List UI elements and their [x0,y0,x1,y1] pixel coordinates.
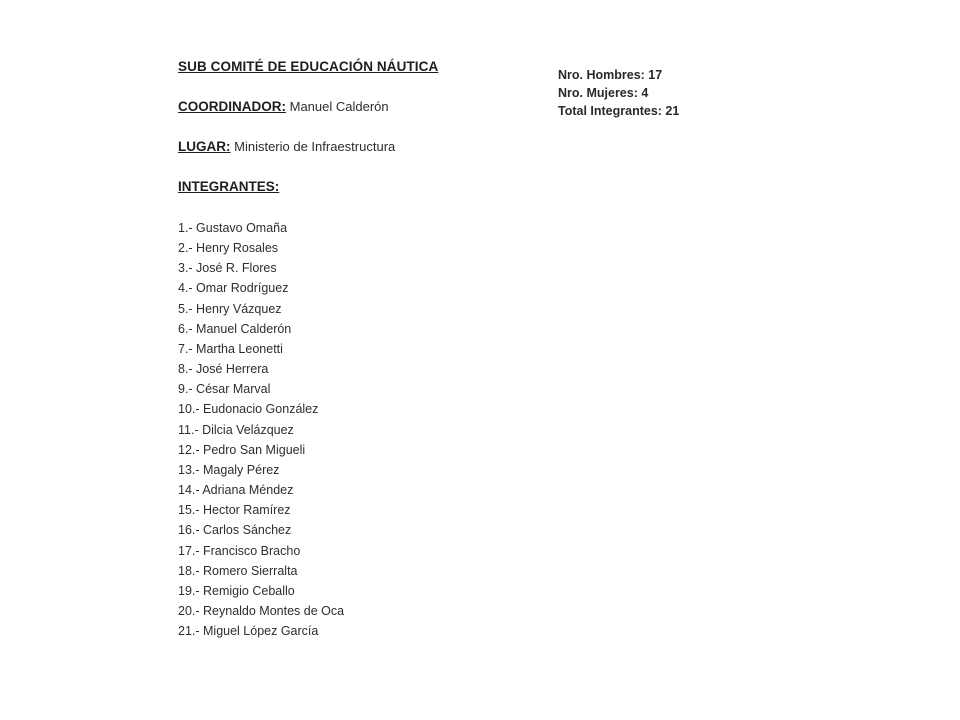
member-item: 5.- Henry Vázquez [178,301,282,316]
member-item: 10.- Eudonacio González [178,402,319,417]
coordinador-label: COORDINADOR: [178,99,286,114]
member-item: 16.- Carlos Sánchez [178,523,292,538]
lugar-label: LUGAR: [178,139,231,154]
document-title: SUB COMITÉ DE EDUCACIÓN NÁUTICA [178,59,439,74]
stats-column [558,66,778,120]
member-item: 8.- José Herrera [178,362,269,377]
member-item: 1.- Gustavo Omaña [178,221,288,235]
stat-hombres: Nro. Hombres: 17 [558,68,663,82]
members-list [178,218,538,641]
member-item: 2.- Henry Rosales [178,241,279,256]
lugar-value: Ministerio de Infraestructura [234,139,396,154]
member-item: 13.- Magaly Pérez [178,462,280,477]
member-item: 15.- Hector Ramírez [178,503,291,518]
member-item: 12.- Pedro San Migueli [178,442,306,457]
integrantes-row [178,178,538,196]
member-item: 19.- Remigio Ceballo [178,583,295,598]
member-item: 4.- Omar Rodríguez [178,281,289,296]
member-item: 7.- Martha Leonetti [178,341,283,356]
member-item: 18.- Romero Sierralta [178,563,298,578]
coordinador-value: Manuel Calderón [289,99,389,114]
stat-total: Total Integrantes: 21 [558,104,680,118]
stat-mujeres: Nro. Mujeres: 4 [558,86,649,100]
member-item: 20.- Reynaldo Montes de Oca [178,603,345,618]
member-item: 11.- Dilcia Velázquez [178,422,294,437]
member-item: 17.- Francisco Bracho [178,543,301,558]
member-item: 3.- José R. Flores [178,261,277,276]
member-item: 21.- Miguel López García [178,624,319,639]
main-column [178,58,538,641]
integrantes-heading: INTEGRANTES: [178,179,280,194]
member-item: 14.- Adriana Méndez [178,483,294,498]
member-item: 9.- César Marval [178,382,271,397]
lugar-row [178,138,538,156]
coordinador-row [178,98,538,116]
member-item: 6.- Manuel Calderón [178,321,292,336]
